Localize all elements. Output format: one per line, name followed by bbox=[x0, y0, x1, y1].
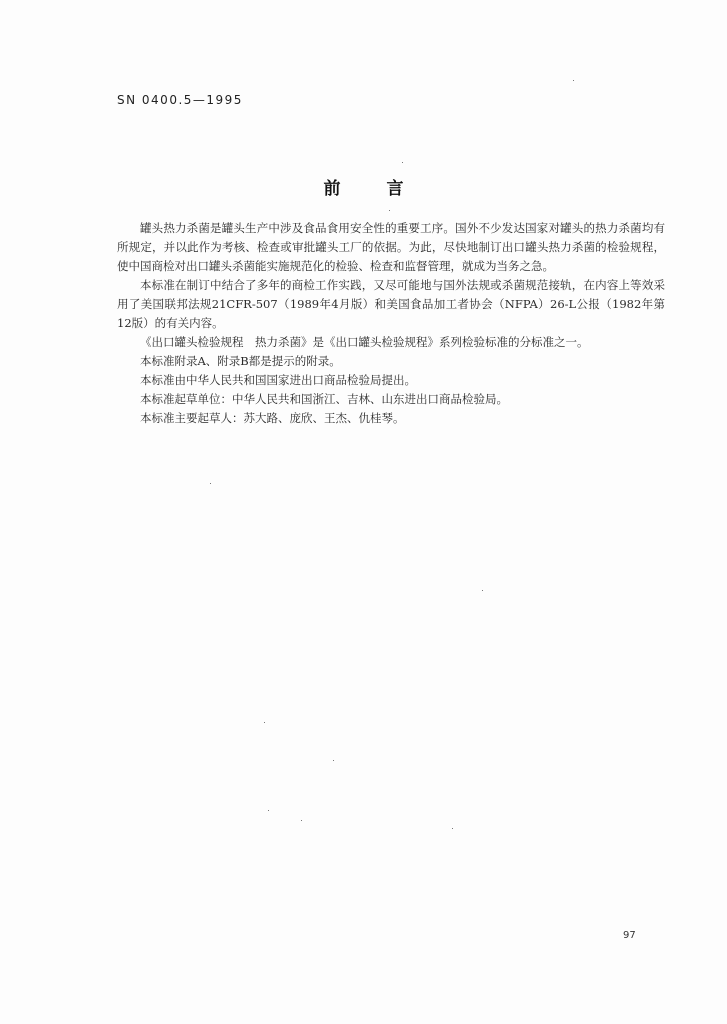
scan-speck bbox=[210, 483, 211, 484]
scan-speck bbox=[389, 210, 390, 211]
standard-code: SN 0400.5—1995 bbox=[117, 93, 243, 107]
scan-speck bbox=[452, 828, 453, 829]
scan-speck bbox=[333, 760, 334, 761]
scan-speck bbox=[573, 80, 574, 81]
paragraph-intro: 罐头热力杀菌是罐头生产中涉及食品食用安全性的重要工序。国外不少发达国家对罐头的热力杀菌均有所规定，并以此作为考核、检查或审批罐头工厂的依据。为此，尽快地制订出口罐头热力杀菌的检验规程，使中国商检对出口罐头杀菌能实施规范化的检验、检查和监督管理，就成为当务之急。 bbox=[117, 221, 665, 273]
scan-speck bbox=[402, 162, 403, 163]
scan-speck bbox=[482, 590, 483, 591]
page-title: 前言 bbox=[323, 179, 450, 199]
scan-speck bbox=[268, 810, 269, 811]
paragraph-drafting-units: 本标准起草单位：中华人民共和国浙江、吉林、山东进出口商品检验局。 bbox=[140, 392, 508, 406]
page-number: 97 bbox=[623, 930, 636, 941]
scan-speck bbox=[264, 722, 265, 723]
paragraph-appendix: 本标准附录A、附录B都是提示的附录。 bbox=[140, 354, 341, 368]
scan-speck bbox=[301, 820, 302, 821]
preface-body bbox=[117, 219, 665, 428]
paragraph-proposer: 本标准由中华人民共和国国家进出口商品检验局提出。 bbox=[140, 373, 416, 387]
paragraph-drafters: 本标准主要起草人：苏大路、庞欣、王杰、仇桂琴。 bbox=[140, 411, 405, 425]
paragraph-series: 《出口罐头检验规程 热力杀菌》是《出口罐头检验规程》系列检验标准的分标准之一。 bbox=[140, 335, 589, 349]
paragraph-references: 本标准在制订中结合了多年的商检工作实践，又尽可能地与国外法规或杀菌规范接轨，在内容上等效采用了美国联邦法规21CFR-507（1989年4月版）和美国食品加工者协会（NFPA）26-L公报（1982年第12版）的有关内容。 bbox=[117, 278, 665, 330]
